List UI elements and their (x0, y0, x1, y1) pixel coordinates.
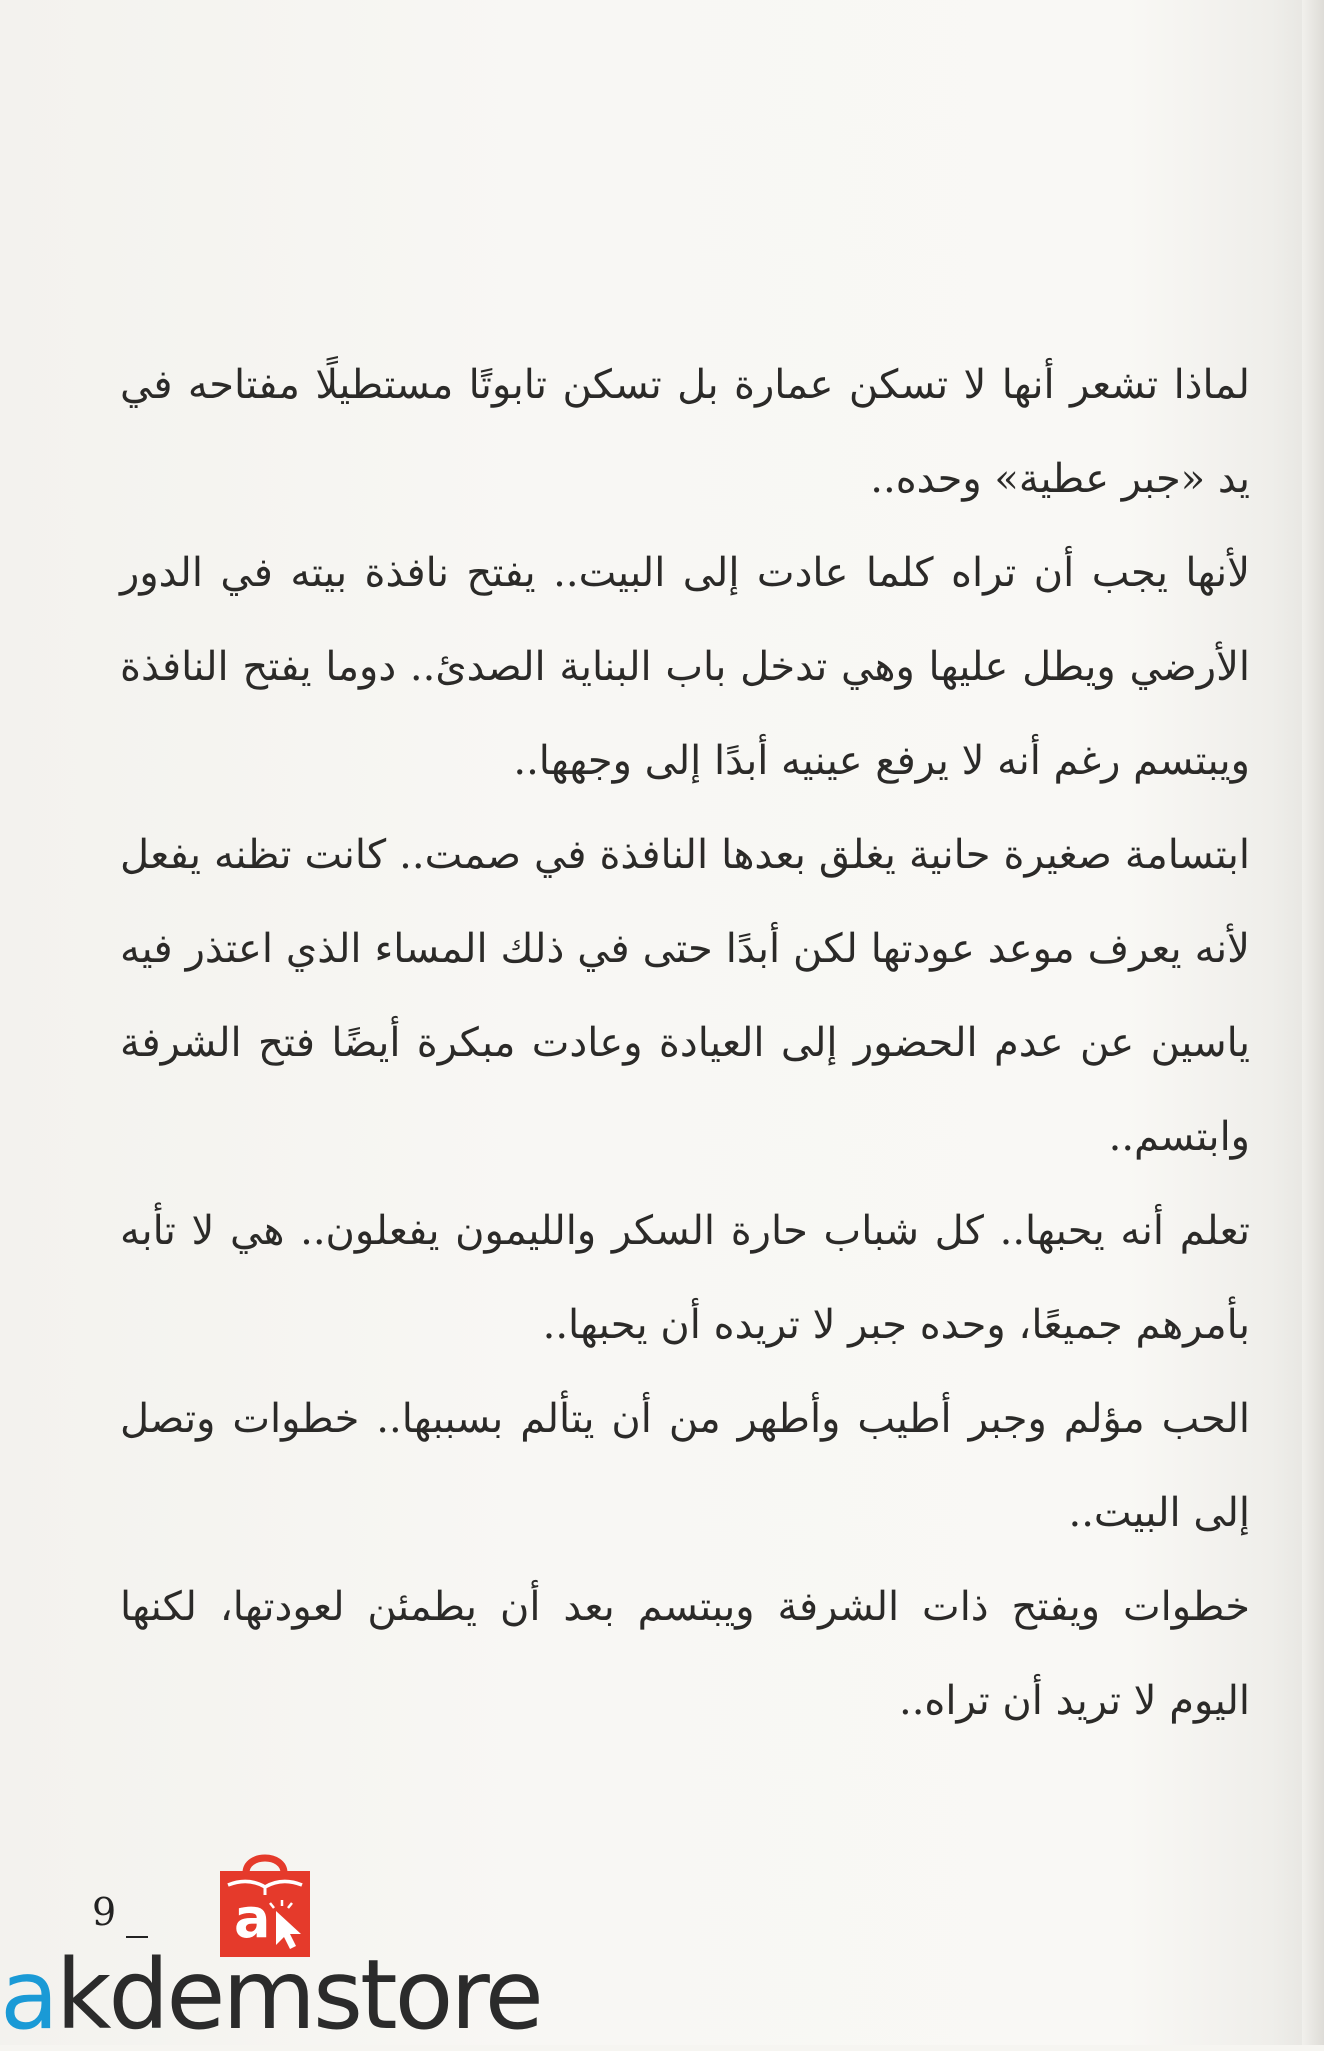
page-number: 9 (92, 1890, 118, 1934)
brand-initial: a (0, 1939, 56, 2051)
paragraph-1: لماذا تشعر أنها لا تسكن عمارة بل تسكن تابوتًا مستطيلًا مفتاحه في يد «جبر عطية» وحده.. (120, 362, 1250, 502)
brand-watermark (0, 1939, 541, 2051)
page-edge-shadow (1302, 0, 1324, 2045)
paragraph-6: خطوات ويفتح ذات الشرفة ويبتسم بعد أن يطمئن لعودتها، لكنها اليوم لا تريد أن تراه.. (120, 1584, 1250, 1724)
logo-letter: a (234, 1887, 271, 1950)
paragraph-4: تعلم أنه يحبها.. كل شباب حارة السكر والليمون يفعلون.. هي لا تأبه بأمرهم جميعًا، وحده جبر لا تريده أن يحبها.. (120, 1208, 1250, 1348)
page-number-rule (126, 1936, 148, 1938)
brand-name: kdemstore (55, 1939, 541, 2051)
paragraph-5: الحب مؤلم وجبر أطيب وأطهر من أن يتألم بسببها.. خطوات وتصل إلى البيت.. (120, 1396, 1250, 1536)
paragraph-2: لأنها يجب أن تراه كلما عادت إلى البيت.. يفتح نافذة بيته في الدور الأرضي ويطل عليها وهي تدخل باب البناية الصدئ.. دوما يفتح النافذة ويبتسم رغم أنه لا يرفع عينيه أبدًا إلى وجهها.. (120, 550, 1250, 784)
paragraph-3: ابتسامة صغيرة حانية يغلق بعدها النافذة في صمت.. كانت تظنه يفعل لأنه يعرف موعد عودتها لكن أبدًا حتى في ذلك المساء الذي اعتذر فيه ياسين عن عدم الحضور إلى العيادة وعادت مبكرة أيضًا فتح الشرفة وابتسم.. (120, 832, 1250, 1160)
body-text (120, 338, 1250, 1748)
